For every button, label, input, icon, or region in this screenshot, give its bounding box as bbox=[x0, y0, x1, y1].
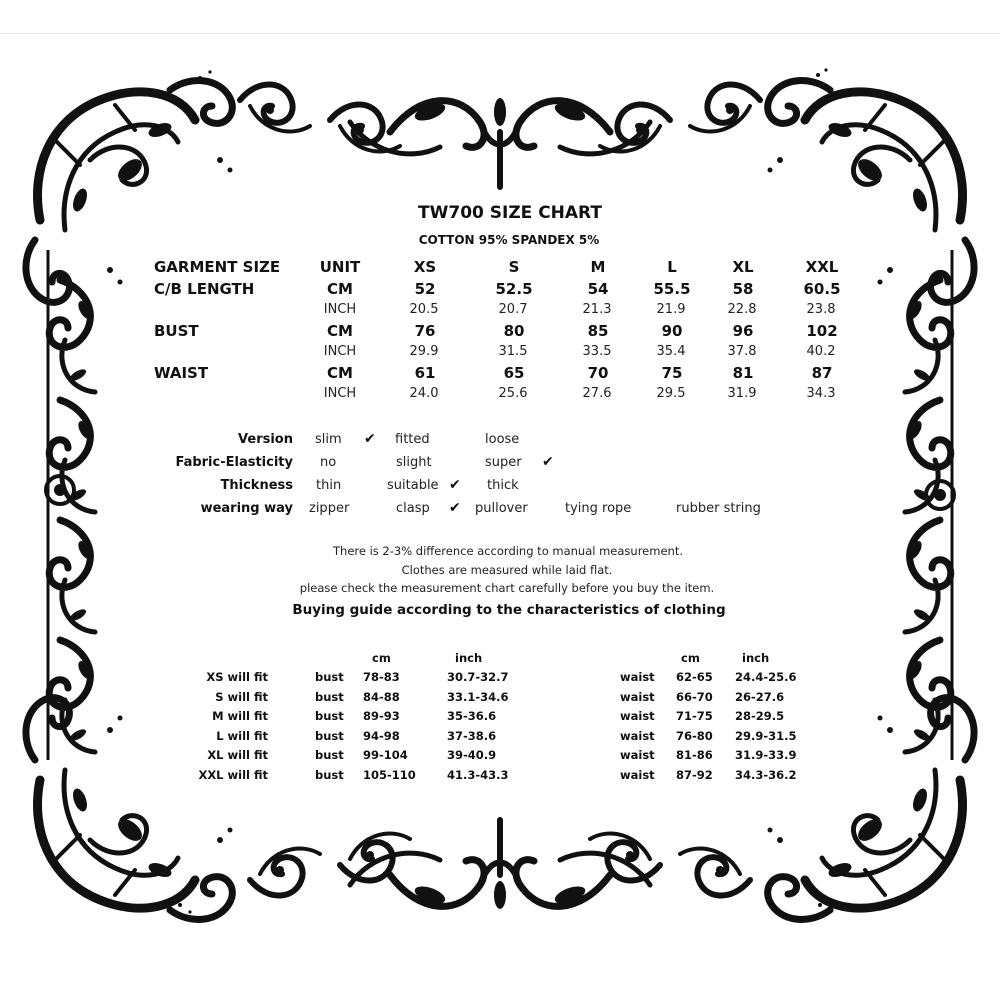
check-icon: ✔ bbox=[449, 477, 461, 493]
unit-header: UNIT bbox=[319, 258, 361, 276]
cell-value: 31.9 bbox=[727, 386, 757, 401]
size-header-xl: XL bbox=[732, 258, 754, 276]
note-line: Clothes are measured while laid flat. bbox=[401, 563, 613, 577]
cell-value: 81 bbox=[732, 364, 754, 382]
garment-size-header: GARMENT SIZE bbox=[154, 258, 281, 276]
cell-value: 20.7 bbox=[498, 302, 528, 317]
guide-cell-bust-inch: 35-36.6 bbox=[447, 709, 497, 723]
attr-option: slim bbox=[315, 432, 342, 447]
guide-cell-waist-cm: 87-92 bbox=[676, 767, 713, 782]
cell-value: 61 bbox=[414, 364, 436, 382]
cell-value: 90 bbox=[661, 322, 683, 340]
guide-cell-waist-inch: 24.4-25.6 bbox=[735, 670, 797, 684]
guide-cell-bust-inch: 37-38.6 bbox=[447, 728, 497, 743]
cell-value: 80 bbox=[503, 322, 525, 340]
cell-value: 35.4 bbox=[656, 344, 686, 359]
guide-cell-waist-cm: 81-86 bbox=[676, 748, 713, 762]
unit-cm: CM bbox=[327, 364, 353, 382]
note-line: There is 2-3% difference according to manual measurement. bbox=[333, 544, 683, 558]
attr-option: zipper bbox=[309, 501, 350, 516]
attr-option: fitted bbox=[395, 432, 430, 447]
note-line: please check the measurement chart carefully before you buy the item. bbox=[299, 581, 715, 595]
cell-value: 60.5 bbox=[803, 280, 841, 298]
cell-value: 85 bbox=[587, 322, 609, 340]
cell-value: 22.8 bbox=[727, 302, 757, 317]
guide-cell-size: M will fit bbox=[212, 709, 268, 723]
guide-cell-waist-label: waist bbox=[620, 689, 655, 704]
guide-cell-bust-cm: 89-93 bbox=[363, 709, 400, 723]
attr-option: pullover bbox=[475, 501, 528, 516]
guide-cell-waist-inch: 31.9-33.9 bbox=[735, 748, 797, 762]
guide-cell-waist-inch: 29.9-31.5 bbox=[735, 728, 797, 743]
cell-value: 20.5 bbox=[409, 302, 439, 317]
cell-value: 23.8 bbox=[806, 302, 836, 317]
guide-cell-size: XL will fit bbox=[207, 748, 268, 762]
fabric-composition: COTTON 95% SPANDEX 5% bbox=[418, 233, 600, 247]
guide-cell-bust-cm: 78-83 bbox=[363, 670, 400, 684]
guide-cell-bust-label: bust bbox=[315, 767, 344, 782]
guide-cell-waist-inch: 26-27.6 bbox=[735, 689, 785, 704]
cell-value: 70 bbox=[587, 364, 609, 382]
size-header-l: L bbox=[667, 258, 677, 276]
cell-value: 37.8 bbox=[727, 344, 757, 359]
unit-inch: INCH bbox=[323, 302, 357, 317]
guide-cell-waist-cm: 62-65 bbox=[676, 670, 713, 684]
attr-option: thin bbox=[316, 478, 342, 493]
cell-value: 24.0 bbox=[409, 386, 439, 401]
cell-value: 33.5 bbox=[582, 344, 612, 359]
cell-value: 58 bbox=[732, 280, 754, 298]
unit-inch: INCH bbox=[323, 386, 357, 401]
chart-title: TW700 SIZE CHART bbox=[418, 203, 602, 223]
cell-value: 76 bbox=[414, 322, 436, 340]
guide-cell-bust-cm: 84-88 bbox=[363, 689, 400, 704]
guide-cell-size: XS will fit bbox=[206, 670, 268, 684]
cell-value: 34.3 bbox=[806, 386, 836, 401]
guide-cell-bust-cm: 94-98 bbox=[363, 728, 400, 743]
size-header-s: S bbox=[508, 258, 520, 276]
guide-header-cm: cm bbox=[681, 651, 700, 665]
cell-value: 40.2 bbox=[806, 344, 836, 359]
guide-cell-waist-label: waist bbox=[620, 728, 655, 743]
size-header-xxl: XXL bbox=[805, 258, 839, 276]
unit-inch: INCH bbox=[323, 344, 357, 359]
guide-cell-waist-inch: 28-29.5 bbox=[735, 709, 785, 723]
guide-cell-bust-inch: 33.1-34.6 bbox=[447, 689, 509, 704]
cell-value: 29.5 bbox=[656, 386, 686, 401]
size-header-xs: XS bbox=[413, 258, 437, 276]
guide-header-cm: cm bbox=[372, 651, 391, 665]
guide-cell-waist-label: waist bbox=[620, 767, 655, 782]
size-header-m: M bbox=[590, 258, 606, 276]
guide-header-inch: inch bbox=[455, 651, 483, 665]
guide-cell-waist-cm: 66-70 bbox=[676, 689, 713, 704]
cell-value: 52.5 bbox=[495, 280, 533, 298]
guide-cell-bust-inch: 41.3-43.3 bbox=[447, 767, 509, 782]
attr-option: thick bbox=[487, 478, 519, 493]
cell-value: 65 bbox=[503, 364, 525, 382]
attr-label-wearing-way: wearing way bbox=[200, 501, 293, 516]
attr-option: suitable bbox=[387, 478, 439, 493]
check-icon: ✔ bbox=[449, 500, 461, 516]
guide-cell-waist-label: waist bbox=[620, 670, 655, 684]
guide-header-inch: inch bbox=[742, 651, 770, 665]
attr-option: tying rope bbox=[565, 501, 632, 516]
guide-cell-bust-cm: 99-104 bbox=[363, 748, 408, 762]
guide-cell-size: S will fit bbox=[215, 689, 268, 704]
cell-value: 21.3 bbox=[582, 302, 612, 317]
guide-cell-bust-label: bust bbox=[315, 670, 344, 684]
attr-option: slight bbox=[396, 455, 432, 470]
row-label-cb-length: C/B LENGTH bbox=[154, 280, 255, 298]
row-label-bust: BUST bbox=[154, 322, 199, 340]
attr-option: rubber string bbox=[676, 501, 761, 516]
guide-cell-waist-label: waist bbox=[620, 748, 655, 762]
attr-option: no bbox=[320, 455, 337, 470]
cell-value: 31.5 bbox=[498, 344, 528, 359]
cell-value: 75 bbox=[661, 364, 683, 382]
guide-cell-waist-cm: 76-80 bbox=[676, 728, 713, 743]
attr-option: loose bbox=[485, 432, 520, 447]
guide-cell-bust-inch: 30.7-32.7 bbox=[447, 670, 509, 684]
cell-value: 27.6 bbox=[582, 386, 612, 401]
guide-cell-waist-inch: 34.3-36.2 bbox=[735, 767, 797, 782]
attr-label-thickness: Thickness bbox=[220, 478, 293, 493]
unit-cm: CM bbox=[327, 322, 353, 340]
buying-guide-title: Buying guide according to the characteristics of clothing bbox=[292, 602, 726, 618]
cell-value: 54 bbox=[587, 280, 609, 298]
cell-value: 55.5 bbox=[653, 280, 691, 298]
unit-cm: CM bbox=[327, 280, 353, 298]
cell-value: 29.9 bbox=[409, 344, 439, 359]
check-icon: ✔ bbox=[542, 454, 554, 470]
cell-value: 87 bbox=[811, 364, 833, 382]
guide-cell-size: XXL will fit bbox=[198, 767, 268, 782]
attr-label-version: Version bbox=[238, 432, 293, 447]
guide-cell-bust-cm: 105-110 bbox=[363, 767, 416, 782]
cell-value: 25.6 bbox=[498, 386, 528, 401]
guide-cell-bust-label: bust bbox=[315, 689, 344, 704]
check-icon: ✔ bbox=[364, 431, 376, 447]
guide-cell-bust-label: bust bbox=[315, 748, 344, 762]
guide-cell-bust-label: bust bbox=[315, 709, 344, 723]
guide-cell-bust-label: bust bbox=[315, 728, 344, 743]
attr-option: clasp bbox=[396, 501, 430, 516]
attr-label-fabric-elasticity: Fabric-Elasticity bbox=[175, 455, 293, 470]
guide-cell-waist-label: waist bbox=[620, 709, 655, 723]
cell-value: 96 bbox=[732, 322, 754, 340]
cell-value: 52 bbox=[414, 280, 436, 298]
cell-value: 102 bbox=[806, 322, 838, 340]
guide-cell-bust-inch: 39-40.9 bbox=[447, 748, 497, 762]
row-label-waist: WAIST bbox=[154, 364, 209, 382]
attr-option: super bbox=[485, 455, 522, 470]
guide-cell-size: L will fit bbox=[216, 728, 268, 743]
cell-value: 21.9 bbox=[656, 302, 686, 317]
guide-cell-waist-cm: 71-75 bbox=[676, 709, 713, 723]
